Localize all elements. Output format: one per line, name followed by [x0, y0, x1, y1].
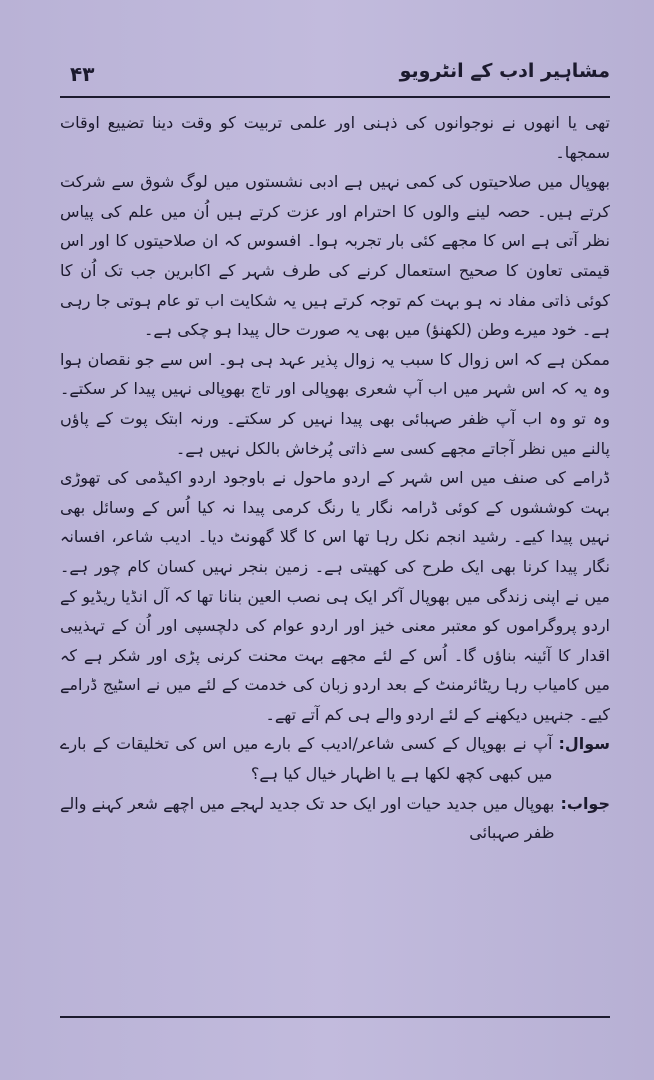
paragraph: ممکن ہے کہ اس زوال کا سبب یہ زوال پذیر عہد ہی ہو۔ اس سے جو نقصان ہوا وہ یہ کہ اس شہر میں اب آپ شعری بھوپالی اور تاج بھوپالی نہیں پیدا کر سکتے۔ وہ تو وہ اب آپ ظفر صہبائی بھی پیدا نہیں کر سکتے۔ ورنہ ابتک پوت کے پاؤں پالنے میں نظر آجاتے مجھے کسی سے ذاتی پُرخاش بالکل نہیں ہے۔ — [60, 349, 610, 458]
paragraph: بھوپال میں صلاحیتوں کی کمی نہیں ہے ادبی نشستوں میں لوگ شوق سے شرکت کرتے ہیں۔ حصہ لینے والوں کا احترام اور عزت کرتے ہیں اُن میں علم کی پیاس نظر آتی ہے اس کا مجھے کئی بار تجربہ ہوا۔ افسوس کہ ان صلاحیتوں کا اور اس قیمتی تعاون کا صحیح استعمال کرنے کی طرف شہر کے اکابرین جب تک اُن کا کوئی ذاتی مفاد نہ ہو بہت کم توجہ کرتے ہیں یہ شکایت اب تو عام ہوتی جا رہی ہے۔ خود میرے وطن (لکھنؤ) میں بھی یہ صورت حال پیدا ہو چکی ہے۔ — [60, 172, 610, 340]
paragraph: ڈرامے کی صنف میں اس شہر کے اردو ماحول نے باوجود اردو اکیڈمی کی تھوڑی بہت کوششوں کے کوئی ڈرامہ نگار یا رنگ کرمی پیدا نہ کیا اُس کے وسائل بھی نہیں پیدا کیے۔ رشید انجم نکل رہا تھا اس کا گلا گھونٹ دیا۔ ادیب شاعر، افسانہ نگار پیدا کرنا بھی ایک طرح کی کھیتی ہے۔ زمین بنجر نہیں کسان کام چور ہے۔ میں نے اپنی زندگی میں بھوپال آکر ایک ہی نصب العین بنانا تھا کہ آل انڈیا ریڈیو کے اردو پروگراموں کو معتبر معنی خیز اور اردو عوام کی دلچسپی اور اُن کے تہذیبی اقدار کا آئینہ بناؤں گا۔ اُس کے لئے مجھے بہت محنت کرنی پڑی اور شکر ہے کہ میں کامیاب رہا ریٹائرمنٹ کے بعد اردو زبان کی خدمت کے لئے میں نے اسٹیج ڈرامے کیے۔ جنہیں دیکھنے کے لئے اردو والے ہی کم آتے تھے۔ — [60, 468, 610, 724]
answer-text: بھوپال میں جدید حیات اور ایک حد تک جدید لہجے میں اچھے شعر کہنے والے ظفر صہبائی — [60, 793, 555, 843]
page-header — [60, 56, 610, 96]
body-text — [60, 108, 610, 848]
answer-label: جواب: — [560, 793, 610, 813]
footer-rule — [60, 1016, 610, 1018]
running-title: مشاہیر ادب کے انٹرویو — [399, 60, 610, 82]
question-label: سوال: — [558, 734, 610, 754]
paragraph: تھی یا انھوں نے نوجوانوں کی ذہنی اور علمی تربیت کو وقت دینا تضییع اوقات سمجھا۔ — [60, 113, 610, 162]
question-block — [60, 729, 610, 788]
question-text: آپ نے بھوپال کے کسی شاعر/ادیب کے بارے میں اس کی تخلیقات کے بارے میں کبھی کچھ لکھا ہے یا اظہار خیال کیا ہے؟ — [60, 734, 553, 784]
page-number: ۴۳ — [70, 62, 95, 86]
answer-block — [60, 789, 610, 848]
header-rule — [60, 96, 610, 98]
